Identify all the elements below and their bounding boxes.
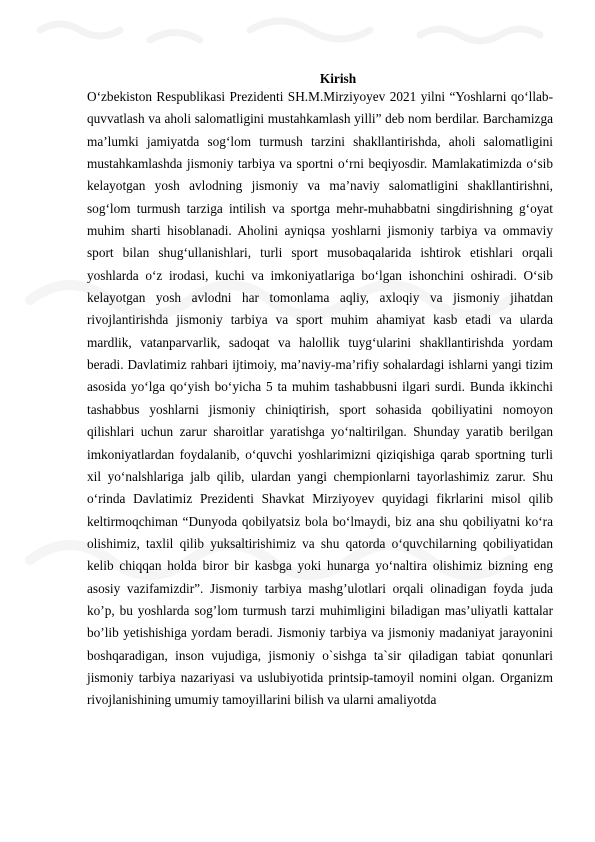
document-page: [87, 72, 553, 712]
document-title: Kirish: [319, 71, 357, 86]
body-paragraph: O‘zbekiston Respublikasi Prezidenti SH.M.Mirziyoyev 2021 yilni “Yoshlarni qo‘llab-quvvatlash va aholi salomatligini mustahkamlash yilli” deb nom berdilar. Barchamizga ma’lumki jamiyatda sog‘lom turmush tarzini shakllantirishda, aholi salomatligini mustahkamlashda jismoniy tarbiya va sportni o‘rni beqiyosdir. Mamlakatimizda o‘sib kelayotgan yosh avlodning jismoniy va ma’naviy salomatligini shakllantirishni, sog‘lom turmush tarziga intilish va sportga mehr-muhabbatni singdirishning g‘oyat muhim sharti hisoblanadi. Aholini ayniqsa yoshlarni jismoniy tarbiya va ommaviy sport bilan shug‘ullanishlari, turli sport musobaqalarida ishtirok etishlari orqali yoshlarda o‘z irodasi, kuchi va imkoniyatlariga bo‘lgan ishonchini oshiradi. O‘sib kelayotgan yosh avlodni har tomonlama aqliy, axloqiy va jismoniy jihatdan rivojlantirishda jismoniy tarbiya va sport muhim ahamiyat kasb etadi va ularda mardlik, vatanparvarlik, sadoqat va halollik tuyg‘ularini shakllantirishda yordam beradi. Davlatimiz rahbari ijtimoiy, ma’naviy-ma’rifiy sohalardagi ishlarni yangi tizim asosida yo‘lga qo‘yish bo‘yicha 5 ta muhim tashabbusni ilgari surdi. Bunda ikkinchi tashabbus yoshlarni jismoniy chiniqtirish, sport sohasida qobiliyatini nomoyon qilishlari uchun zarur sharoitlar yaratishga yo‘naltirilgan. Shunday yaratib berilgan imkoniyatlardan foydalanib, o‘quvchi yoshlarimizni qiziqishiga qarab sportning turli xil yo‘nalshlariga jalb qilib, ulardan yangi chempionlarni tayorlashimiz zarur. Shu o‘rinda Davlatimiz Prezidenti Shavkat Mirziyoyev quyidagi fikrlarini misol qilib keltirmoqchiman “Dunyoda qobilyatsiz bola bo‘lmaydi, biz ana shu qobiliyatni ko‘ra olishimiz, taxlil qilib yuksaltirishimiz va shu qatorda o‘quvchilarning qobiliyatidan kelib chiqqan holda biror bir kasbga yoki hunarga yo‘naltira olishimiz bizning eng asosiy vazifamizdir”. Jismoniy tarbiya mashg’ulotlari orqali olinadigan foyda juda ko’p, bu yoshlarda sog’lom turmush tarzi muhimligini biladigan mas’uliyatli kattalar bo’lib yetishishiga yordam beradi. Jismoniy tarbiya va jismoniy madaniyat jarayonini boshqaradigan, inson vujudiga, jismoniy o`sishga ta`sir qiladigan tabiat qonunlari jismoniy tarbiya nazariyasi va uslubiyotida printsip-tamoyil nomini olgan. Organizm rivojlanishining umumiy tamoyillarini bilish va ularni amaliyotda: [87, 89, 553, 708]
